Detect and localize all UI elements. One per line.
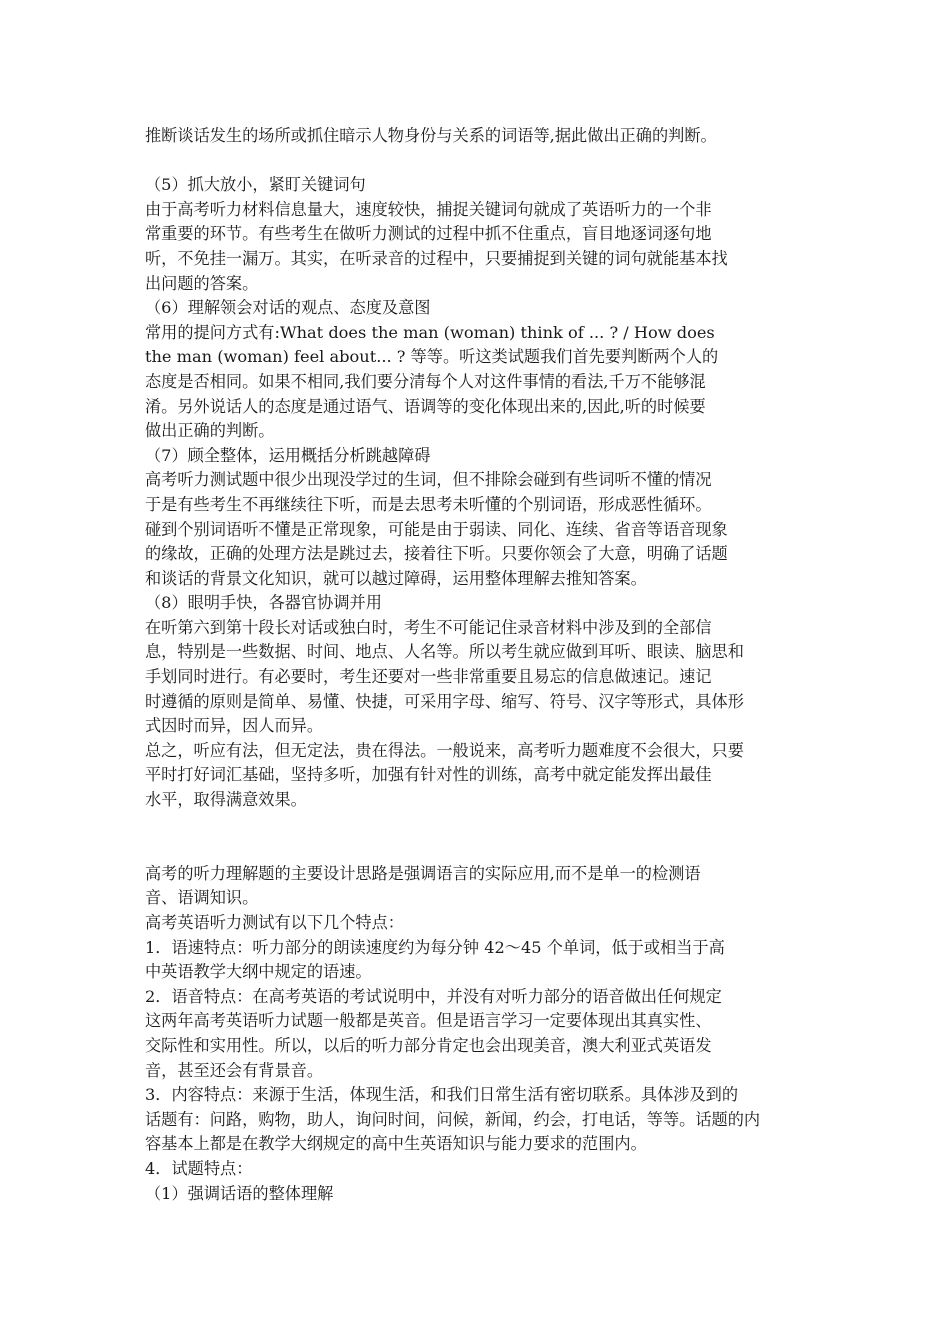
paragraph-spacer <box>145 813 825 862</box>
document-body <box>145 124 825 1206</box>
paragraph <box>145 1083 825 1157</box>
text-line: 中英语教学大纲中规定的语速。 <box>145 962 372 982</box>
section-heading <box>145 591 825 616</box>
section-heading <box>145 173 825 198</box>
text-line: 时遵循的原则是简单、易懂、快捷，可采用字母、缩写、符号、汉字等形式，具体形 <box>145 691 744 711</box>
text-line: 平时打好词汇基础，坚持多听，加强有针对性的训练，高考中就定能发挥出最佳 <box>145 765 712 785</box>
text-line: 交际性和实用性。所以，以后的听力部分肯定也会出现美音，澳大利亚式英语发 <box>145 1035 712 1055</box>
text-line: 碰到个别词语听不懂是正常现象，可能是由于弱读、同化、连续、省音等语音现象 <box>145 519 728 539</box>
text-line: 做出正确的判断。 <box>145 421 275 441</box>
text-line: 高考英语听力测试有以下几个特点： <box>145 913 404 932</box>
text-line: 常用的提问方式有:What does the man (woman) think of ... ? / How does <box>145 322 715 342</box>
text-line: 和谈话的背景文化知识，就可以越过障碍，运用整体理解去推知答案。 <box>145 568 647 588</box>
heading-text: （5）抓大放小，紧盯关键词句 <box>145 175 366 195</box>
paragraph <box>145 862 825 911</box>
paragraph <box>145 739 825 813</box>
text-line: 式因时而异，因人而异。 <box>145 716 324 736</box>
paragraph <box>145 985 825 1083</box>
text-line: 音、语调知识。 <box>145 888 259 908</box>
paragraph <box>145 321 825 444</box>
section-heading <box>145 444 825 469</box>
text-line: 由于高考听力材料信息量大，速度较快，捕捉关键词句就成了英语听力的一个非 <box>145 199 712 219</box>
text-line: 息，特别是一些数据、时间、地点、人名等。所以考生就应做到耳听、眼读、脑思和 <box>145 642 744 662</box>
text-line: 话题有：问路，购物，助人，询问时间，问候，新闻，约会，打电话，等等。话题的内 <box>145 1109 761 1129</box>
text-line: 高考的听力理解题的主要设计思路是强调语言的实际应用,而不是单一的检测语 <box>145 863 701 883</box>
text-line: 容基本上都是在教学大纲规定的高中生英语知识与能力要求的范围内。 <box>145 1134 647 1154</box>
text-line: 在听第六到第十段长对话或独白时，考生不可能记住录音材料中涉及到的全部信 <box>145 617 712 637</box>
text-line: 4．试题特点： <box>145 1158 253 1178</box>
text-line: 这两年高考英语听力试题一般都是英音。但是语言学习一定要体现出其真实性、 <box>145 1011 712 1031</box>
heading-text: （1）强调话语的整体理解 <box>145 1183 334 1203</box>
text-line: 于是有些考生不再继续往下听，而是去思考未听懂的个别词语，形成恶性循环。 <box>145 494 712 514</box>
paragraph <box>145 198 825 296</box>
text-line: 音，甚至还会有背景音。 <box>145 1060 324 1080</box>
paragraph <box>145 1157 825 1182</box>
section-heading <box>145 1182 825 1207</box>
text-line: 3．内容特点：来源于生活，体现生活，和我们日常生活有密切联系。具体涉及到的 <box>145 1085 739 1105</box>
heading-text: （8）眼明手快，各器官协调并用 <box>145 593 382 613</box>
text-line: 1．语速特点：听力部分的朗读速度约为每分钟 42～45 个单词，低于或相当于高 <box>145 937 725 957</box>
text-line: 听，不免挂一漏万。其实，在听录音的过程中，只要捕捉到关键的词句就能基本找 <box>145 248 728 268</box>
text-line: 手划同时进行。有必要时，考生还要对一些非常重要且易忘的信息做速记。速记 <box>145 667 712 687</box>
text-line: 高考听力测试题中很少出现没学过的生词，但不排除会碰到有些词听不懂的情况 <box>145 470 712 490</box>
paragraph <box>145 616 825 739</box>
text-line: 常重要的环节。有些考生在做听力测试的过程中抓不住重点，盲目地逐词逐句地 <box>145 224 712 244</box>
text-line: 态度是否相同。如果不相同,我们要分清每个人对这件事情的看法,千万不能够混 <box>145 371 706 391</box>
paragraph <box>145 911 825 936</box>
text-line: the man (woman) feel about... ? 等等。听这类试题我们首先要判断两个人的 <box>145 347 719 367</box>
text-line: 的缘故，正确的处理方法是跳过去，接着往下听。只要你领会了大意，明确了话题 <box>145 544 728 564</box>
heading-text: （6）理解领会对话的观点、态度及意图 <box>145 298 431 318</box>
paragraph-spacer <box>145 149 825 174</box>
text-line: 2．语音特点：在高考英语的考试说明中，并没有对听力部分的语音做出任何规定 <box>145 986 722 1006</box>
heading-text: （7）顾全整体，运用概括分析跳越障碍 <box>145 445 431 465</box>
paragraph <box>145 468 825 591</box>
text-line: 水平，取得满意效果。 <box>145 790 307 810</box>
paragraph <box>145 936 825 985</box>
text-line: 出问题的答案。 <box>145 273 259 293</box>
section-heading <box>145 296 825 321</box>
text-line: 淆。另外说话人的态度是通过语气、语调等的变化体现出来的,因此,听的时候要 <box>145 396 706 416</box>
text-line: 推断谈话发生的场所或抓住暗示人物身份与关系的词语等,据此做出正确的判断。 <box>145 126 717 145</box>
paragraph <box>145 124 825 149</box>
text-line: 总之，听应有法，但无定法，贵在得法。一般说来，高考听力题难度不会很大，只要 <box>145 740 744 760</box>
